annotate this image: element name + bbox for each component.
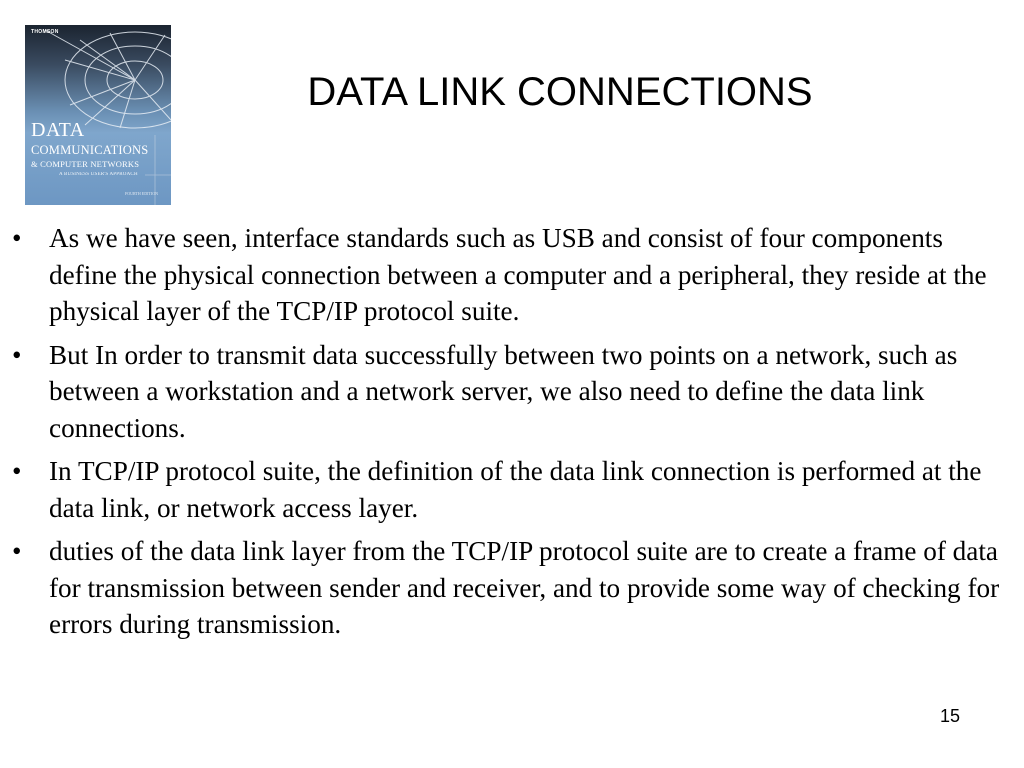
book-cover-image xyxy=(25,25,171,205)
satellite-dish-graphic xyxy=(25,25,171,205)
slide-title: DATA LINK CONNECTIONS xyxy=(307,70,813,114)
bullet-item xyxy=(12,337,1016,447)
cover-title-line1: DATA xyxy=(31,119,85,141)
slide-number: 15 xyxy=(939,706,961,726)
bullet-marker: • xyxy=(12,456,22,486)
bullet-item xyxy=(12,453,1016,526)
cover-title-line3: & COMPUTER NETWORKS xyxy=(31,159,140,169)
cover-edition: FOURTH EDITION xyxy=(125,191,158,196)
bullet-marker: • xyxy=(12,536,22,566)
bullet-text: duties of the data link layer from the TCP/IP protocol suite are to create a frame of data for transmission between sender and receiver, and to provide some way of checking for errors during transmission. xyxy=(49,536,1000,639)
bullet-text: As we have seen, interface standards such as USB and consist of four components define the physical connection between a computer and a peripheral, they reside at the physical layer of the TCP/IP protocol suite. xyxy=(49,223,987,326)
bullet-item xyxy=(12,220,1016,330)
bullet-item xyxy=(12,533,1016,643)
cover-subtitle: A BUSINESS USER'S APPROACH xyxy=(59,172,138,177)
cover-title-line2: COMMUNICATIONS xyxy=(31,143,149,157)
bullet-marker: • xyxy=(12,339,22,370)
bullet-marker: • xyxy=(12,223,22,253)
cover-publisher: THOMSON xyxy=(31,29,59,35)
bullet-text: But In order to transmit data successfully between two points on a network, such as between a workstation and a network server, we also need to define the data link connections. xyxy=(49,339,958,443)
bullet-text: In TCP/IP protocol suite, the definition of the data link connection is performed at the data link, or network access layer. xyxy=(49,456,982,523)
bullet-list xyxy=(12,220,1016,650)
